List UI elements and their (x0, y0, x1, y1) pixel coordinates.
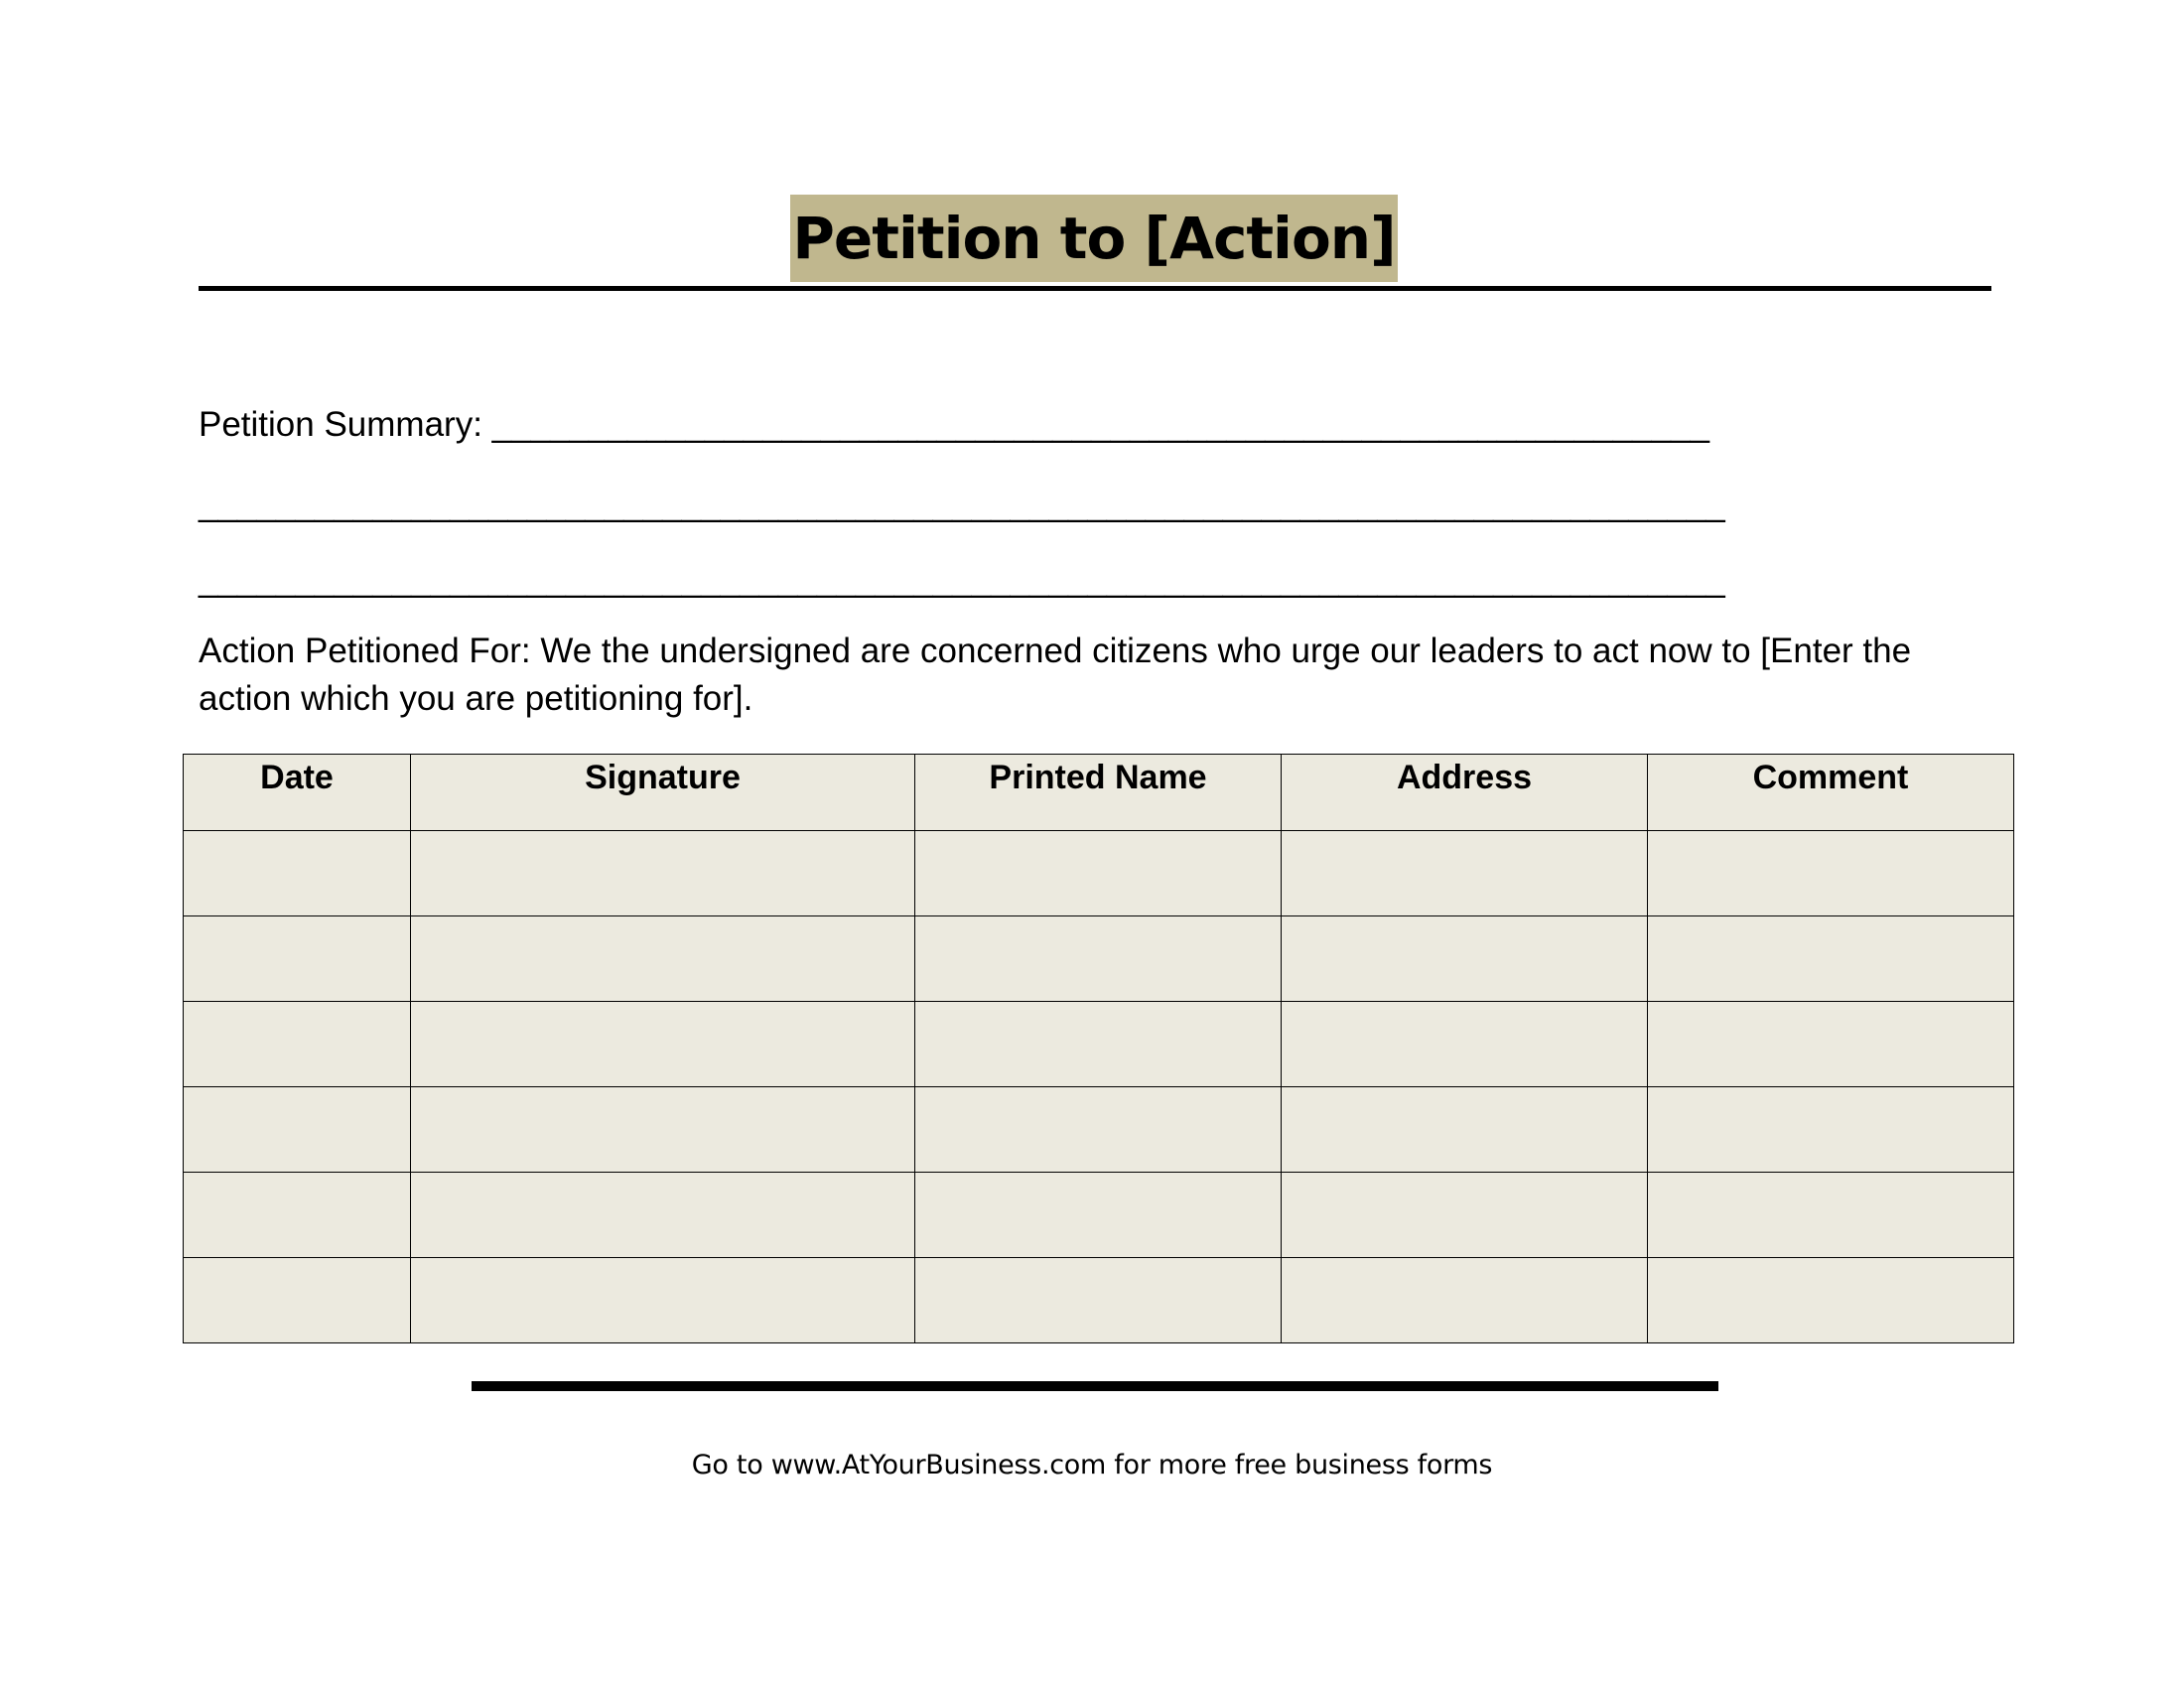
cell-address[interactable] (1282, 1087, 1648, 1173)
cell-date[interactable] (184, 916, 411, 1002)
bottom-divider (472, 1381, 1718, 1391)
cell-comment[interactable] (1648, 831, 2014, 916)
cell-printed-name[interactable] (915, 916, 1282, 1002)
cell-printed-name[interactable] (915, 1002, 1282, 1087)
summary-blank-line-3: _______________________________________________________________________________ (199, 560, 1725, 599)
title-underline (199, 286, 1991, 291)
footer (0, 1446, 2184, 1485)
footer-text: Go to www.AtYourBusiness.com for more free business forms (691, 1450, 1493, 1480)
cell-address[interactable] (1282, 1258, 1648, 1343)
page-title: Petition to [Action] (790, 195, 1397, 282)
cell-date[interactable] (184, 831, 411, 916)
table-row (184, 1173, 2014, 1258)
header-address: Address (1282, 755, 1648, 831)
action-petitioned-for: Action Petitioned For: We the undersigned are concerned citizens who urge our leaders to act now to [Enter the action which you are petitioning for]. (199, 632, 1912, 718)
cell-address[interactable] (1282, 831, 1648, 916)
table-row (184, 1002, 2014, 1087)
cell-date[interactable] (184, 1087, 411, 1173)
summary-blank-line-2: _______________________________________________________________________________ (199, 485, 1725, 523)
cell-printed-name[interactable] (915, 831, 1282, 916)
table-header-row (184, 755, 2014, 831)
cell-date[interactable] (184, 1258, 411, 1343)
cell-signature[interactable] (411, 831, 915, 916)
cell-signature[interactable] (411, 1087, 915, 1173)
cell-date[interactable] (184, 1002, 411, 1087)
petition-summary (199, 401, 1709, 449)
cell-address[interactable] (1282, 1002, 1648, 1087)
cell-signature[interactable] (411, 1258, 915, 1343)
cell-signature[interactable] (411, 1173, 915, 1258)
cell-printed-name[interactable] (915, 1087, 1282, 1173)
summary-blank-line: _______________________________________________________________ (491, 405, 1709, 444)
title-container (199, 195, 1989, 282)
table-row (184, 916, 2014, 1002)
cell-comment[interactable] (1648, 1258, 2014, 1343)
header-signature: Signature (411, 755, 915, 831)
header-printed-name: Printed Name (915, 755, 1282, 831)
header-comment: Comment (1648, 755, 2014, 831)
cell-address[interactable] (1282, 916, 1648, 1002)
cell-date[interactable] (184, 1173, 411, 1258)
header-date: Date (184, 755, 411, 831)
cell-printed-name[interactable] (915, 1258, 1282, 1343)
signature-rows (184, 831, 2014, 1343)
cell-comment[interactable] (1648, 1087, 2014, 1173)
table-row (184, 1087, 2014, 1173)
cell-address[interactable] (1282, 1173, 1648, 1258)
table-row (184, 1258, 2014, 1343)
cell-comment[interactable] (1648, 916, 2014, 1002)
cell-signature[interactable] (411, 1002, 915, 1087)
summary-label: Petition Summary: (199, 405, 482, 444)
cell-printed-name[interactable] (915, 1173, 1282, 1258)
signature-table (183, 754, 2014, 1343)
cell-signature[interactable] (411, 916, 915, 1002)
table-row (184, 831, 2014, 916)
cell-comment[interactable] (1648, 1173, 2014, 1258)
cell-comment[interactable] (1648, 1002, 2014, 1087)
